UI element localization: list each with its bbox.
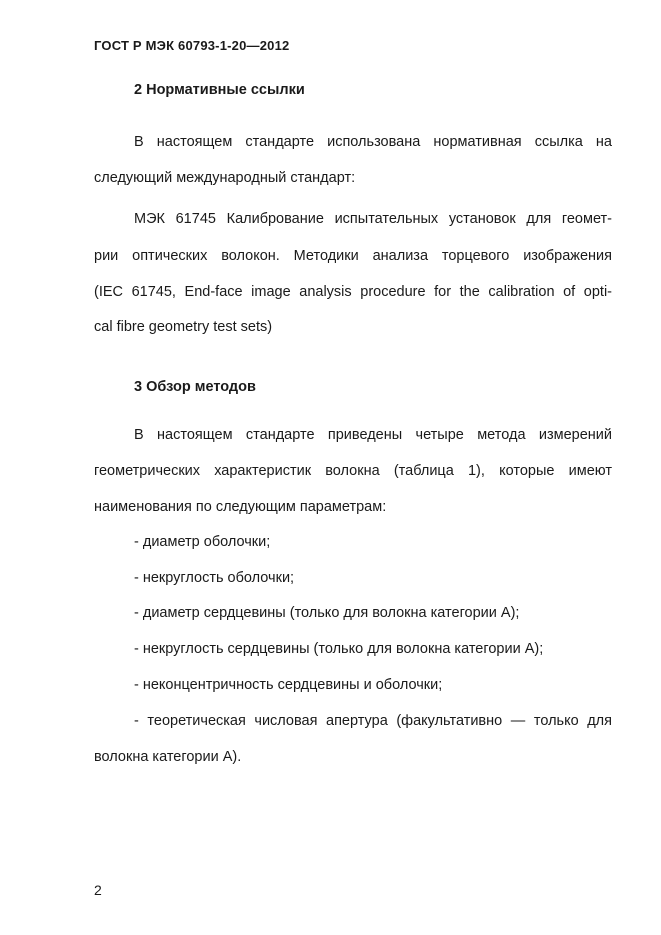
section-2-paragraph-line: В настоящем стандарте использована нормативная ссылка на [134, 134, 612, 150]
list-item: - диаметр оболочки; [134, 534, 271, 550]
list-item: - диаметр сердцевины (только для волокна категории А); [134, 605, 520, 621]
list-item: - теоретическая числовая апертура (факультативно — только для [134, 713, 612, 729]
normative-reference-line: cal fibre geometry test sets) [94, 319, 273, 335]
section-3-paragraph-line: В настоящем стандарте приведены четыре метода измерений [134, 427, 612, 443]
section-2-paragraph-line: следующий международный стандарт: [94, 170, 356, 186]
list-item: - некруглость сердцевины (только для волокна категории А); [134, 641, 544, 657]
section-2-heading: 2 Нормативные ссылки [134, 82, 305, 98]
document-code-header: ГОСТ Р МЭК 60793-1-20—2012 [94, 38, 290, 53]
list-item: - неконцентричность сердцевины и оболочки; [134, 677, 443, 693]
page-number: 2 [94, 882, 102, 898]
section-3-heading: 3 Обзор методов [134, 379, 256, 395]
normative-reference-line: (IEC 61745, End-face image analysis procedure for the calibration of opti- [94, 284, 612, 300]
list-item: - некруглость оболочки; [134, 570, 295, 586]
list-item-continuation: волокна категории А). [94, 749, 242, 765]
normative-reference-line: рии оптических волокон. Методики анализа торцевого изображения [94, 248, 612, 264]
normative-reference-line: МЭК 61745 Калибрование испытательных установок для геомет- [134, 211, 612, 227]
section-3-paragraph-line: наименования по следующим параметрам: [94, 499, 387, 515]
section-3-paragraph-line: геометрических характеристик волокна (таблица 1), которые имеют [94, 463, 612, 479]
